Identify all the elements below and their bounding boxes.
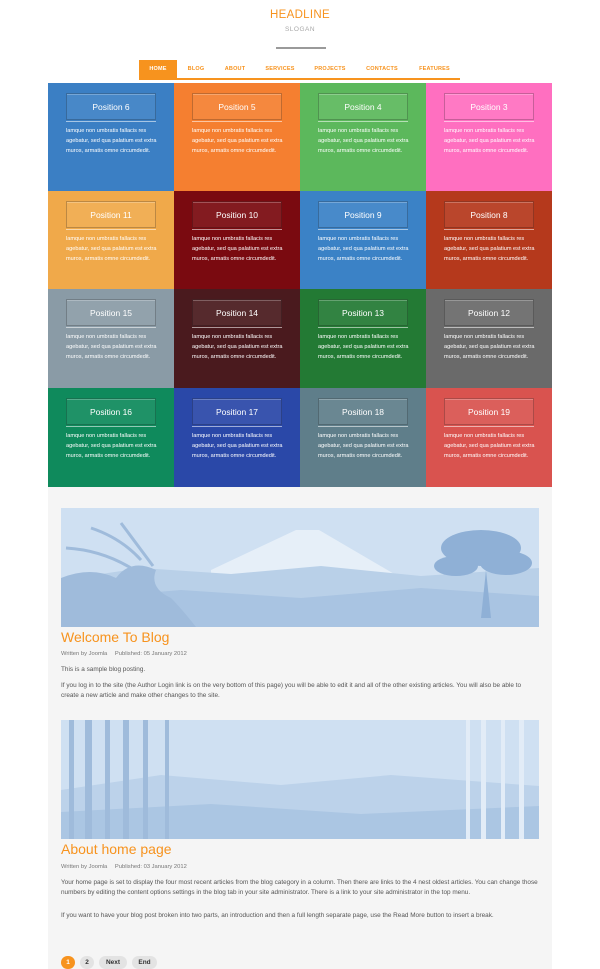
tile-divider [192,121,282,122]
page-2-button[interactable]: 2 [80,956,94,969]
tile-divider [318,229,408,230]
tile-text: lamque non umbratis fallacis res agebatur, sed qua palatium est extra muros, armatis omne circumdedit. [66,433,157,459]
nav-item-features[interactable]: FEATURES [419,66,450,72]
position-tile [174,388,300,487]
tile-divider [444,327,534,328]
position-tile [48,191,174,289]
position-tile [300,388,426,487]
tile-title-button[interactable]: Position 4 [318,93,408,120]
position-tile [426,83,552,191]
article-image-bamboo [61,720,539,839]
tile-divider [444,426,534,427]
position-tile [174,83,300,191]
article-paragraph: If you want to have your blog post broken into two parts, an introduction and then a full length separate page, use the Read More button to insert a break. [61,912,494,919]
article-title[interactable]: About home page [61,841,172,857]
tile-text: lamque non umbratis fallacis res agebatur, sed qua palatium est extra muros, armatis omne circumdedit. [318,128,409,154]
tile-text: lamque non umbratis fallacis res agebatur, sed qua palatium est extra muros, armatis omne circumdedit. [192,128,283,154]
tile-text: lamque non umbratis fallacis res agebatur, sed qua palatium est extra muros, armatis omne circumdedit. [192,334,283,360]
tile-text: lamque non umbratis fallacis res agebatur, sed qua palatium est extra muros, armatis omne circumdedit. [66,128,157,154]
tile-text: lamque non umbratis fallacis res agebatur, sed qua palatium est extra muros, armatis omne circumdedit. [192,433,283,459]
position-tile [426,191,552,289]
tile-text: lamque non umbratis fallacis res agebatur, sed qua palatium est extra muros, armatis omne circumdedit. [444,236,535,262]
position-tile [48,289,174,388]
article-paragraph: If you log in to the site (the Author Login link is on the very bottom of this page) you will be able to edit it and all of the other existing articles. You will also be able to create a new article and make other changes to the site. [61,682,522,699]
mountain-landscape-image [61,508,539,627]
position-tile [174,191,300,289]
article-paragraph: This is a sample blog posting. [61,666,146,673]
nav-item-home[interactable]: HOME [139,60,177,79]
tile-title-button[interactable]: Position 15 [66,299,156,326]
tile-text: lamque non umbratis fallacis res agebatur, sed qua palatium est extra muros, armatis omne circumdedit. [318,236,409,262]
article-image-mountain [61,508,539,627]
tile-text: lamque non umbratis fallacis res agebatur, sed qua palatium est extra muros, armatis omne circumdedit. [318,433,409,459]
blog-content [48,487,552,969]
end-page-button[interactable]: End [132,956,157,969]
site-header [0,0,600,60]
tile-divider [318,327,408,328]
nav-item-blog[interactable]: BLOG [187,66,205,72]
tile-text: lamque non umbratis fallacis res agebatur, sed qua palatium est extra muros, armatis omne circumdedit. [66,334,157,360]
main-nav [139,60,460,80]
tile-text: lamque non umbratis fallacis res agebatur, sed qua palatium est extra muros, armatis omne circumdedit. [66,236,157,262]
header-divider [276,47,326,49]
next-page-button[interactable]: Next [99,956,127,969]
position-tile [300,191,426,289]
nav-item-services[interactable]: SERVICES [265,66,295,72]
tile-divider [66,327,156,328]
tile-text: lamque non umbratis fallacis res agebatur, sed qua palatium est extra muros, armatis omne circumdedit. [192,236,283,262]
tile-text: lamque non umbratis fallacis res agebatur, sed qua palatium est extra muros, armatis omne circumdedit. [444,128,535,154]
tile-divider [66,121,156,122]
position-tile [426,289,552,388]
tile-divider [444,121,534,122]
tile-divider [192,229,282,230]
tile-title-button[interactable]: Position 5 [192,93,282,120]
site-slogan: SLOGAN [284,26,316,33]
tile-title-button[interactable]: Position 19 [444,398,534,425]
tile-title-button[interactable]: Position 17 [192,398,282,425]
tile-title-button[interactable]: Position 10 [192,201,282,228]
article-title[interactable]: Welcome To Blog [61,629,170,645]
tile-divider [192,327,282,328]
article-author: Written by Joomla [61,864,108,870]
position-tile [300,289,426,388]
tile-title-button[interactable]: Position 18 [318,398,408,425]
tile-divider [66,426,156,427]
article-published: Published: 05 January 2012 [114,651,187,657]
position-tile [174,289,300,388]
tile-text: lamque non umbratis fallacis res agebatur, sed qua palatium est extra muros, armatis omne circumdedit. [318,334,409,360]
tile-title-button[interactable]: Position 6 [66,93,156,120]
position-tile [48,388,174,487]
article-author: Written by Joomla [61,651,108,657]
position-tile [48,83,174,191]
article-paragraph: Your home page is set to display the four most recent articles from the blog category in a column. Then there are links to the 4 nest oldest articles. You can change those numbers by editing the content options settings in the blog tab in your site administrator. There is a link to your site administrator in the top menu. [61,879,538,896]
module-position-grid [48,83,552,487]
article-meta [61,864,193,870]
tile-title-button[interactable]: Position 11 [66,201,156,228]
bamboo-landscape-image [61,720,539,839]
tile-text: lamque non umbratis fallacis res agebatur, sed qua palatium est extra muros, armatis omne circumdedit. [444,433,535,459]
tile-divider [192,426,282,427]
page-1-button[interactable]: 1 [61,956,75,969]
tile-divider [66,229,156,230]
article-published: Published: 03 January 2012 [114,864,187,870]
article-meta [61,651,193,657]
nav-item-about[interactable]: ABOUT [224,66,246,72]
tile-title-button[interactable]: Position 12 [444,299,534,326]
tile-title-button[interactable]: Position 14 [192,299,282,326]
tile-divider [444,229,534,230]
nav-item-projects[interactable]: PROJECTS [314,66,346,72]
tile-title-button[interactable]: Position 3 [444,93,534,120]
position-tile [426,388,552,487]
nav-item-contacts[interactable]: CONTACTS [366,66,398,72]
tile-text: lamque non umbratis fallacis res agebatur, sed qua palatium est extra muros, armatis omne circumdedit. [444,334,535,360]
tile-title-button[interactable]: Position 8 [444,201,534,228]
tile-title-button[interactable]: Position 9 [318,201,408,228]
tile-divider [318,121,408,122]
tile-title-button[interactable]: Position 13 [318,299,408,326]
tile-divider [318,426,408,427]
site-headline[interactable]: HEADLINE [270,9,330,21]
tile-title-button[interactable]: Position 16 [66,398,156,425]
position-tile [300,83,426,191]
